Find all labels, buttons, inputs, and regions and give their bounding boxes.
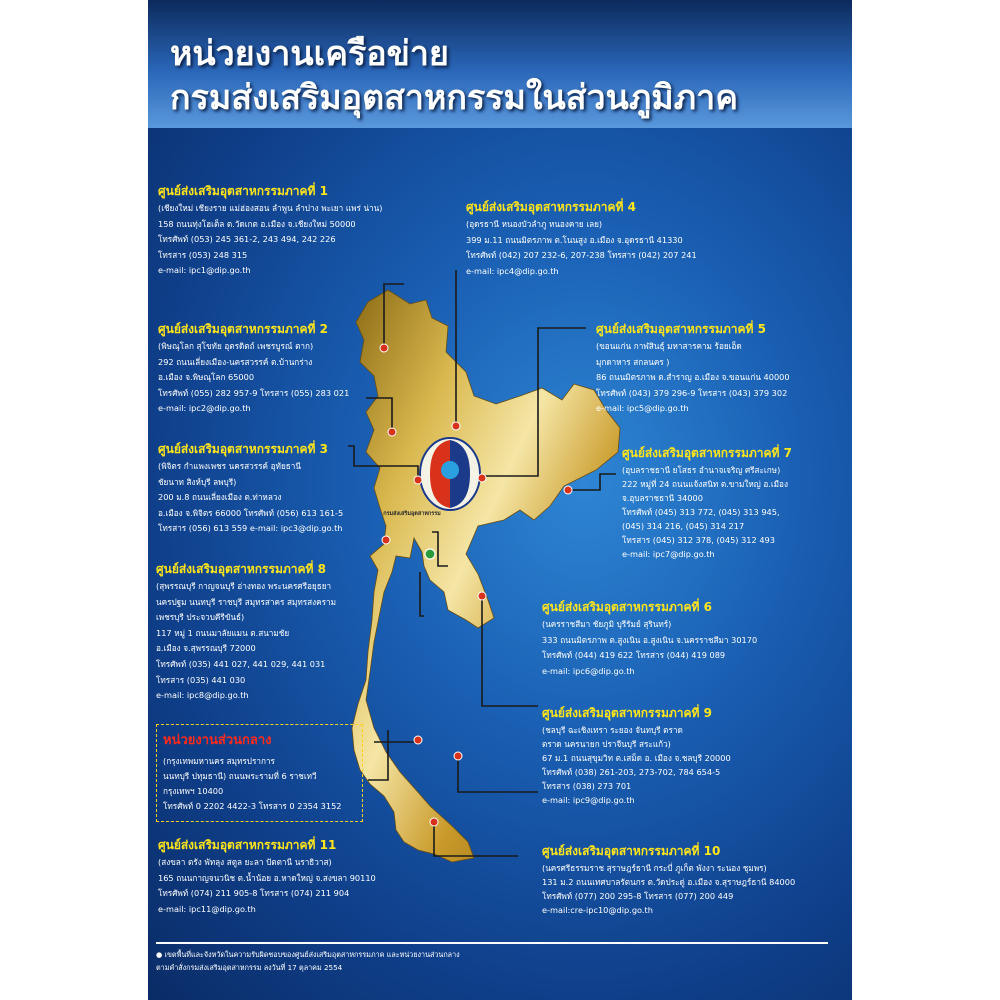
center-line: โทรสาร (053) 248 315 bbox=[158, 249, 248, 260]
footer-line: ● เขตพื้นที่และจังหวัดในความรับผิดชอบของศูนย์ส่งเสริมอุตสาหกรรมภาค และหน่วยงานส่วนกลาง bbox=[156, 950, 460, 959]
center-line: 158 ถนนทุ่งโฮเต็ล ต.วัดเกต อ.เมือง จ.เชียงใหม่ 50000 bbox=[158, 218, 356, 229]
center-line: โทรศัพท์ (074) 211 905-8 โทรสาร (074) 211 904 bbox=[158, 888, 350, 899]
marker-central bbox=[425, 549, 435, 559]
center-title: ศูนย์ส่งเสริมอุตสาหกรรมภาคที่ 6 bbox=[542, 600, 712, 614]
center-title: ศูนย์ส่งเสริมอุตสาหกรรมภาคที่ 10 bbox=[542, 844, 721, 858]
center-email: e-mail: ipc6@dip.go.th bbox=[542, 665, 635, 676]
footer-line: ตามคำสั่งกรมส่งเสริมอุตสาหกรรม ลงวันที่ 17 ตุลาคม 2554 bbox=[156, 963, 343, 972]
center-line: 222 หมู่ที่ 24 ถนนแจ้งสนิท ต.ขามใหญ่ อ.เมือง bbox=[622, 479, 788, 489]
center-line: (สุพรรณบุรี กาญจนบุรี อ่างทอง พระนครศรีอยุธยา bbox=[156, 581, 332, 591]
center-title: ศูนย์ส่งเสริมอุตสาหกรรมภาคที่ 4 bbox=[466, 200, 636, 214]
center-title: ศูนย์ส่งเสริมอุตสาหกรรมภาคที่ 9 bbox=[542, 706, 712, 720]
center-line: โทรศัพท์ (043) 379 296-9 โทรสาร (043) 379 302 bbox=[596, 387, 788, 398]
center-line: (ชลบุรี ฉะเชิงเทรา ระยอง จันทบุรี ตราด bbox=[542, 725, 683, 735]
poster bbox=[148, 0, 852, 1000]
center-line: โทรสาร (038) 273 701 bbox=[542, 781, 632, 791]
center-title: ศูนย์ส่งเสริมอุตสาหกรรมภาคที่ 5 bbox=[596, 322, 766, 336]
center-line: 86 ถนนมิตรภาพ ต.สำราญ อ.เมือง จ.ขอนแก่น 40000 bbox=[596, 372, 790, 383]
marker-region-1 bbox=[380, 344, 388, 352]
marker-region-7 bbox=[564, 486, 572, 494]
center-line: เพชรบุรี ประจวบคีรีขันธ์) bbox=[156, 612, 245, 623]
center-title: ศูนย์ส่งเสริมอุตสาหกรรมภาคที่ 1 bbox=[158, 184, 328, 198]
logo-caption: กรมส่งเสริมอุตสาหกรรม bbox=[383, 511, 441, 517]
center-line: จ.อุบลราชธานี 34000 bbox=[622, 493, 703, 503]
center-email: e-mail: ipc4@dip.go.th bbox=[466, 265, 559, 276]
center-block-1 bbox=[158, 182, 382, 279]
central-line: กรุงเทพฯ 10400 bbox=[163, 786, 224, 796]
center-email: e-mail:cre-ipc10@dip.go.th bbox=[542, 905, 653, 915]
center-line: (พิษณุโลก สุโขทัย อุตรดิตถ์ เพชรบูรณ์ ตาก) bbox=[158, 341, 314, 351]
center-line: ตราด นครนายก ปราจีนบุรี สระแก้ว) bbox=[542, 739, 671, 749]
center-line: โทรศัพท์ (045) 313 772, (045) 313 945, bbox=[622, 507, 780, 517]
marker-region-8 bbox=[382, 536, 390, 544]
center-block-3 bbox=[158, 440, 343, 537]
center-email: e-mail: ipc9@dip.go.th bbox=[542, 795, 635, 805]
center-block-2 bbox=[158, 320, 349, 417]
center-email: e-mail: ipc5@dip.go.th bbox=[596, 403, 689, 414]
central-title: หน่วยงานส่วนกลาง bbox=[163, 733, 272, 748]
center-block-5 bbox=[596, 320, 790, 417]
footer-note bbox=[156, 942, 826, 974]
center-block-6 bbox=[542, 598, 757, 679]
center-line: 165 ถนนกาญจนวนิช ต.น้ำน้อย อ.หาดใหญ่ จ.สงขลา 90110 bbox=[158, 872, 376, 883]
center-line: นครปฐม นนทบุรี ราชบุรี สมุทรสาคร สมุทรสงคราม bbox=[156, 596, 337, 607]
marker-region-10 bbox=[430, 818, 438, 826]
center-block-8 bbox=[156, 560, 336, 704]
center-block-10 bbox=[542, 842, 795, 917]
marker-region-2 bbox=[388, 428, 396, 436]
page-title-line2: กรมส่งเสริมอุตสาหกรรมในส่วนภูมิภาค bbox=[170, 78, 738, 118]
center-line: (สงขลา ตรัง พัทลุง สตูล ยะลา ปัตตานี นราธิวาส) bbox=[158, 857, 332, 867]
center-email: e-mail: ipc7@dip.go.th bbox=[622, 549, 715, 559]
center-line: (นครศรีธรรมราช สุราษฎร์ธานี กระบี่ ภูเก็ต พังงา ระนอง ชุมพร) bbox=[542, 863, 767, 873]
center-line: 333 ถนนมิตรภาพ ต.สูงเนิน อ.สูงเนิน จ.นครราชสีมา 30170 bbox=[542, 634, 758, 645]
center-line: โทรสาร (056) 613 559 e-mail: ipc3@dip.go.th bbox=[158, 523, 343, 534]
center-email: e-mail: ipc11@dip.go.th bbox=[158, 903, 256, 914]
center-line: (นครราชสีมา ชัยภูมิ บุรีรัมย์ สุรินทร์) bbox=[542, 619, 672, 629]
center-line: โทรศัพท์ (053) 245 361-2, 243 494, 242 226 bbox=[158, 234, 336, 245]
center-line: อ.เมือง จ.พิจิตร 66000 โทรศัพท์ (056) 613 161-5 bbox=[158, 507, 344, 518]
center-line: โทรศัพท์ (055) 282 957-9 โทรสาร (055) 283 021 bbox=[158, 387, 350, 398]
center-line: โทรศัพท์ (077) 200 295-8 โทรสาร (077) 200 449 bbox=[542, 891, 734, 901]
center-line: 131 ม.2 ถนนเทศบาลรัตนกร ต.วัดประดู่ อ.เมือง จ.สุราษฎร์ธานี 84000 bbox=[542, 877, 796, 887]
center-email: e-mail: ipc2@dip.go.th bbox=[158, 403, 251, 414]
center-line: มุกดาหาร สกลนคร ) bbox=[596, 356, 670, 367]
marker-region-4 bbox=[452, 422, 460, 430]
marker-region-5 bbox=[478, 474, 486, 482]
center-title: ศูนย์ส่งเสริมอุตสาหกรรมภาคที่ 3 bbox=[158, 442, 328, 456]
center-line: โทรสาร (035) 441 030 bbox=[156, 674, 246, 685]
marker-region-9 bbox=[414, 736, 422, 744]
center-email: e-mail: ipc8@dip.go.th bbox=[156, 690, 249, 701]
central-unit-box bbox=[156, 724, 363, 822]
central-line: (กรุงเทพมหานคร สมุทรปราการ bbox=[163, 756, 275, 766]
central-line: นนทบุรี ปทุมธานี) ถนนพระรามที่ 6 ราชเทวี bbox=[163, 771, 317, 781]
center-line: 117 หมู่ 1 ถนนมาลัยแมน ต.สนามชัย bbox=[156, 627, 290, 638]
center-line: (อุบลราชธานี ยโสธร อำนาจเจริญ ศรีสะเกษ) bbox=[622, 465, 781, 475]
marker-region-6 bbox=[478, 592, 486, 600]
center-line: โทรศัพท์ (044) 419 622 โทรสาร (044) 419 089 bbox=[542, 650, 726, 661]
center-line: อ.เมือง จ.พิษณุโลก 65000 bbox=[158, 372, 255, 383]
center-title: ศูนย์ส่งเสริมอุตสาหกรรมภาคที่ 8 bbox=[156, 562, 326, 576]
marker-region-11 bbox=[454, 752, 462, 760]
center-line: 292 ถนนเลี่ยงเมือง-นครสวรรค์ ต.บ้านกร่าง bbox=[158, 356, 313, 367]
center-block-4 bbox=[466, 198, 697, 279]
center-line: อ.เมือง จ.สุพรรณบุรี 72000 bbox=[156, 643, 256, 654]
center-block-9 bbox=[542, 704, 731, 807]
center-line: (เชียงใหม่ เชียงราย แม่ฮ่องสอน ลำพูน ลำปาง พะเยา แพร่ น่าน) bbox=[158, 203, 383, 213]
center-line: โทรศัพท์ (038) 261-203, 273-702, 784 654-5 bbox=[542, 767, 721, 777]
marker-region-3 bbox=[414, 476, 422, 484]
center-line: โทรสาร (045) 312 378, (045) 312 493 bbox=[622, 535, 775, 545]
center-line: 399 ม.11 ถนนมิตรภาพ ต.โนนสูง อ.เมือง จ.อุดรธานี 41330 bbox=[466, 234, 683, 245]
center-line: โทรศัพท์ (035) 441 027, 441 029, 441 031 bbox=[156, 658, 326, 669]
center-line: โทรศัพท์ (042) 207 232-6, 207-238 โทรสาร (042) 207 241 bbox=[466, 250, 697, 261]
center-line: (อุดรธานี หนองบัวลำภู หนองคาย เลย) bbox=[466, 219, 603, 229]
center-line: (045) 314 216, (045) 314 217 bbox=[622, 521, 745, 531]
center-title: ศูนย์ส่งเสริมอุตสาหกรรมภาคที่ 2 bbox=[158, 322, 328, 336]
center-line: 200 ม.8 ถนนเลี่ยงเมือง ต.ท่าหลวง bbox=[158, 492, 282, 503]
center-title: ศูนย์ส่งเสริมอุตสาหกรรมภาคที่ 7 bbox=[622, 446, 792, 460]
center-line: (พิจิตร กำแพงเพชร นครสวรรค์ อุทัยธานี bbox=[158, 461, 301, 471]
central-line: โทรศัพท์ 0 2202 4422-3 โทรสาร 0 2354 3152 bbox=[163, 801, 342, 811]
logo-emblem bbox=[420, 438, 480, 510]
footer-divider bbox=[156, 942, 828, 944]
center-email: e-mail: ipc1@dip.go.th bbox=[158, 265, 251, 276]
center-line: ชัยนาท สิงห์บุรี ลพบุรี) bbox=[158, 476, 237, 487]
center-line: (ขอนแก่น กาฬสินธุ์ มหาสารคาม ร้อยเอ็ด bbox=[596, 341, 742, 351]
center-line: 67 ม.1 ถนนสุขุมวิท ต.เสม็ด อ. เมือง จ.ชลบุรี 20000 bbox=[542, 753, 731, 763]
center-title: ศูนย์ส่งเสริมอุตสาหกรรมภาคที่ 11 bbox=[158, 838, 337, 852]
page-title-line1: หน่วยงานเครือข่าย bbox=[170, 34, 449, 74]
center-block-11 bbox=[158, 836, 376, 917]
center-block-7 bbox=[622, 444, 792, 561]
